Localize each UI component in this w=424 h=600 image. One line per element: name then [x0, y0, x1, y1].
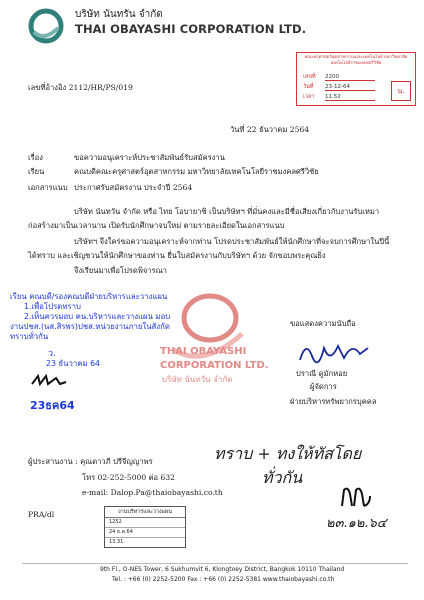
signature-icon: [294, 336, 374, 368]
signer-department: ฝ่ายบริหารทรัพยากรบุคคล: [290, 397, 377, 406]
received-stamp-date: 24 ธ.ค.64: [105, 528, 185, 538]
seal-logo-line-3: บริษัท นันทวัน จำกัด: [162, 375, 233, 384]
received-stamp-time: 13.31: [109, 539, 124, 545]
stamp-date-label: วันที่: [303, 84, 314, 90]
footer-contact: Tel. : +66 (0) 2252-5200 Fax : +66 (0) 2252-5381 www.thaiobayashi.co.th: [112, 576, 335, 583]
footer-divider: [22, 563, 408, 564]
subject-label: เรื่อง: [28, 153, 43, 162]
enclosure-text: ประกาศรับสมัครงาน ประจำปี 2564: [74, 183, 193, 192]
handwritten-note-line-2: ทั่วกัน: [262, 468, 303, 487]
blue-note-line-5: ทราบทั่วกัน: [10, 332, 49, 341]
handwritten-initial-icon: [338, 484, 374, 510]
blue-note-line-1: เรียน คณบดี/รองคณบดีฝ่ายบริหารและวางแผน: [10, 292, 168, 301]
paragraph-1-line-2: ก่อสร้างมาเป็นเวลานาน เปิดรับนักศึกษาจบใหม่ ตามรายละเอียดในเอกสารแนบ: [28, 221, 285, 230]
recipient-text: คณบดีคณะครุศาสตร์อุตสาหกรรม มหาวิทยาลัยเทคโนโลยีราชมงคลศรีวิชัย: [74, 167, 319, 176]
stamp-number-label: เลขที่: [303, 74, 316, 80]
stamp-time-value: 11.52: [325, 94, 375, 101]
received-stamp-number: 1252: [105, 518, 185, 528]
stamp-number-value: 2200: [325, 74, 375, 81]
footer-address: 9th Fl., O-NES Tower, 6 Sukhumvit 6, Klongtoey District, Bangkok 10110 Thailand: [100, 566, 345, 573]
receipt-stamp: [296, 52, 416, 106]
black-signature-mark-icon: [30, 372, 80, 388]
handwritten-note-line-1: ทราบ + ทงให้ทัสโดย: [214, 444, 362, 463]
blue-note-line-4: งานปชส.(นส.สิรพร)ปชส.หน่วยงานภายในสังกัด: [10, 322, 170, 331]
coordinator: ผู้ประสานงาน : คุณดาวภี ปรีจีญญาพร: [28, 457, 153, 466]
blue-note-date: 23 ธันวาคม 64: [46, 359, 100, 368]
stamp-row-date: [303, 83, 383, 91]
stamp-title: คณะครุศาสตร์อุตสาหกรรมและเทคโนโลยี มหาวิทยาลัยเทคโนโลยีราชมงคลศรีวิชัย: [304, 55, 408, 66]
stamp-row-number: [303, 73, 383, 81]
reference-number: เลขที่อ้างอิง 2112/HR/PS/019: [28, 83, 133, 92]
stamp-corner: น.: [391, 81, 411, 101]
blue-note-initials: ว.: [48, 349, 56, 359]
seal-logo-line-1: THAI OBAYASHI: [160, 346, 247, 357]
company-name-english: THAI OBAYASHI CORPORATION LTD.: [75, 22, 307, 36]
coordinator-email: e-mail: Dalop.Pa@thaiobayashi.co.th: [82, 488, 223, 497]
subject-text: ขอความอนุเคราะห์ประชาสัมพันธ์รับสมัครงาน: [74, 153, 225, 162]
letter-date: วันที่ 22 ธันวาคม 2564: [230, 125, 310, 134]
company-logo-icon: [26, 6, 66, 46]
blue-note-date-short: 23ธค64: [30, 399, 75, 412]
paragraph-3: จึงเรียนมาเพื่อโปรดพิจารณา: [74, 266, 167, 275]
stamp-row-time: [303, 93, 383, 101]
seal-logo-line-2: CORPORATION LTD.: [160, 360, 269, 371]
received-stamp-box: [104, 506, 186, 548]
signer-name: ปราณี ดูมักหอย: [296, 369, 348, 378]
handwritten-date: ๒๓.๑๒.๖๔: [326, 516, 387, 531]
blue-handwritten-note: [10, 292, 170, 342]
closing-text: ขอแสดงความนับถือ: [290, 319, 356, 328]
signer-title: ผู้จัดการ: [310, 382, 337, 391]
recipient-label: เรียน: [28, 167, 45, 176]
blue-note-line-2: 1.เพื่อโปรดทราบ: [24, 302, 81, 311]
coordinator-phone: โทร 02-252-5000 ต่อ 632: [82, 473, 176, 482]
document-code: PRA/dl: [28, 510, 55, 519]
enclosure-label: เอกสารแนบ: [28, 183, 68, 192]
paragraph-2-line-2: ได้ทราบ และเชิญชวนให้นักศึกษาของท่าน ยื่นใบสมัครงานกับบริษัทฯ ด้วย จักขอบพระคุณยิ่ง: [28, 251, 326, 260]
received-stamp-title: งานบริหารและวางแผน: [105, 507, 185, 518]
paragraph-2-line-1: บริษัทฯ จึงใคร่ขอความอนุเคราะห์จากท่าน โปรดประชาสัมพันธ์ให้นักศึกษาที่จะจบการศึกษาในปีนี้: [74, 237, 390, 246]
stamp-date-value: 23-12-64: [325, 84, 375, 91]
paragraph-1-line-1: บริษัท นันทวัน จำกัด หรือ ไทย โอบายาชิ เป็นบริษัทฯ ที่มั่นคงและมีชื่อเสียงเกี่ยวกับงานรับเหมา: [74, 207, 380, 216]
stamp-time-label: เวลา: [303, 94, 315, 100]
company-name-thai: บริษัท นันทรัน จำกัด: [75, 9, 163, 20]
blue-note-line-3: 2.เห็นควรมอบ คน.บริหารและวางแผน มอบ: [24, 312, 171, 321]
